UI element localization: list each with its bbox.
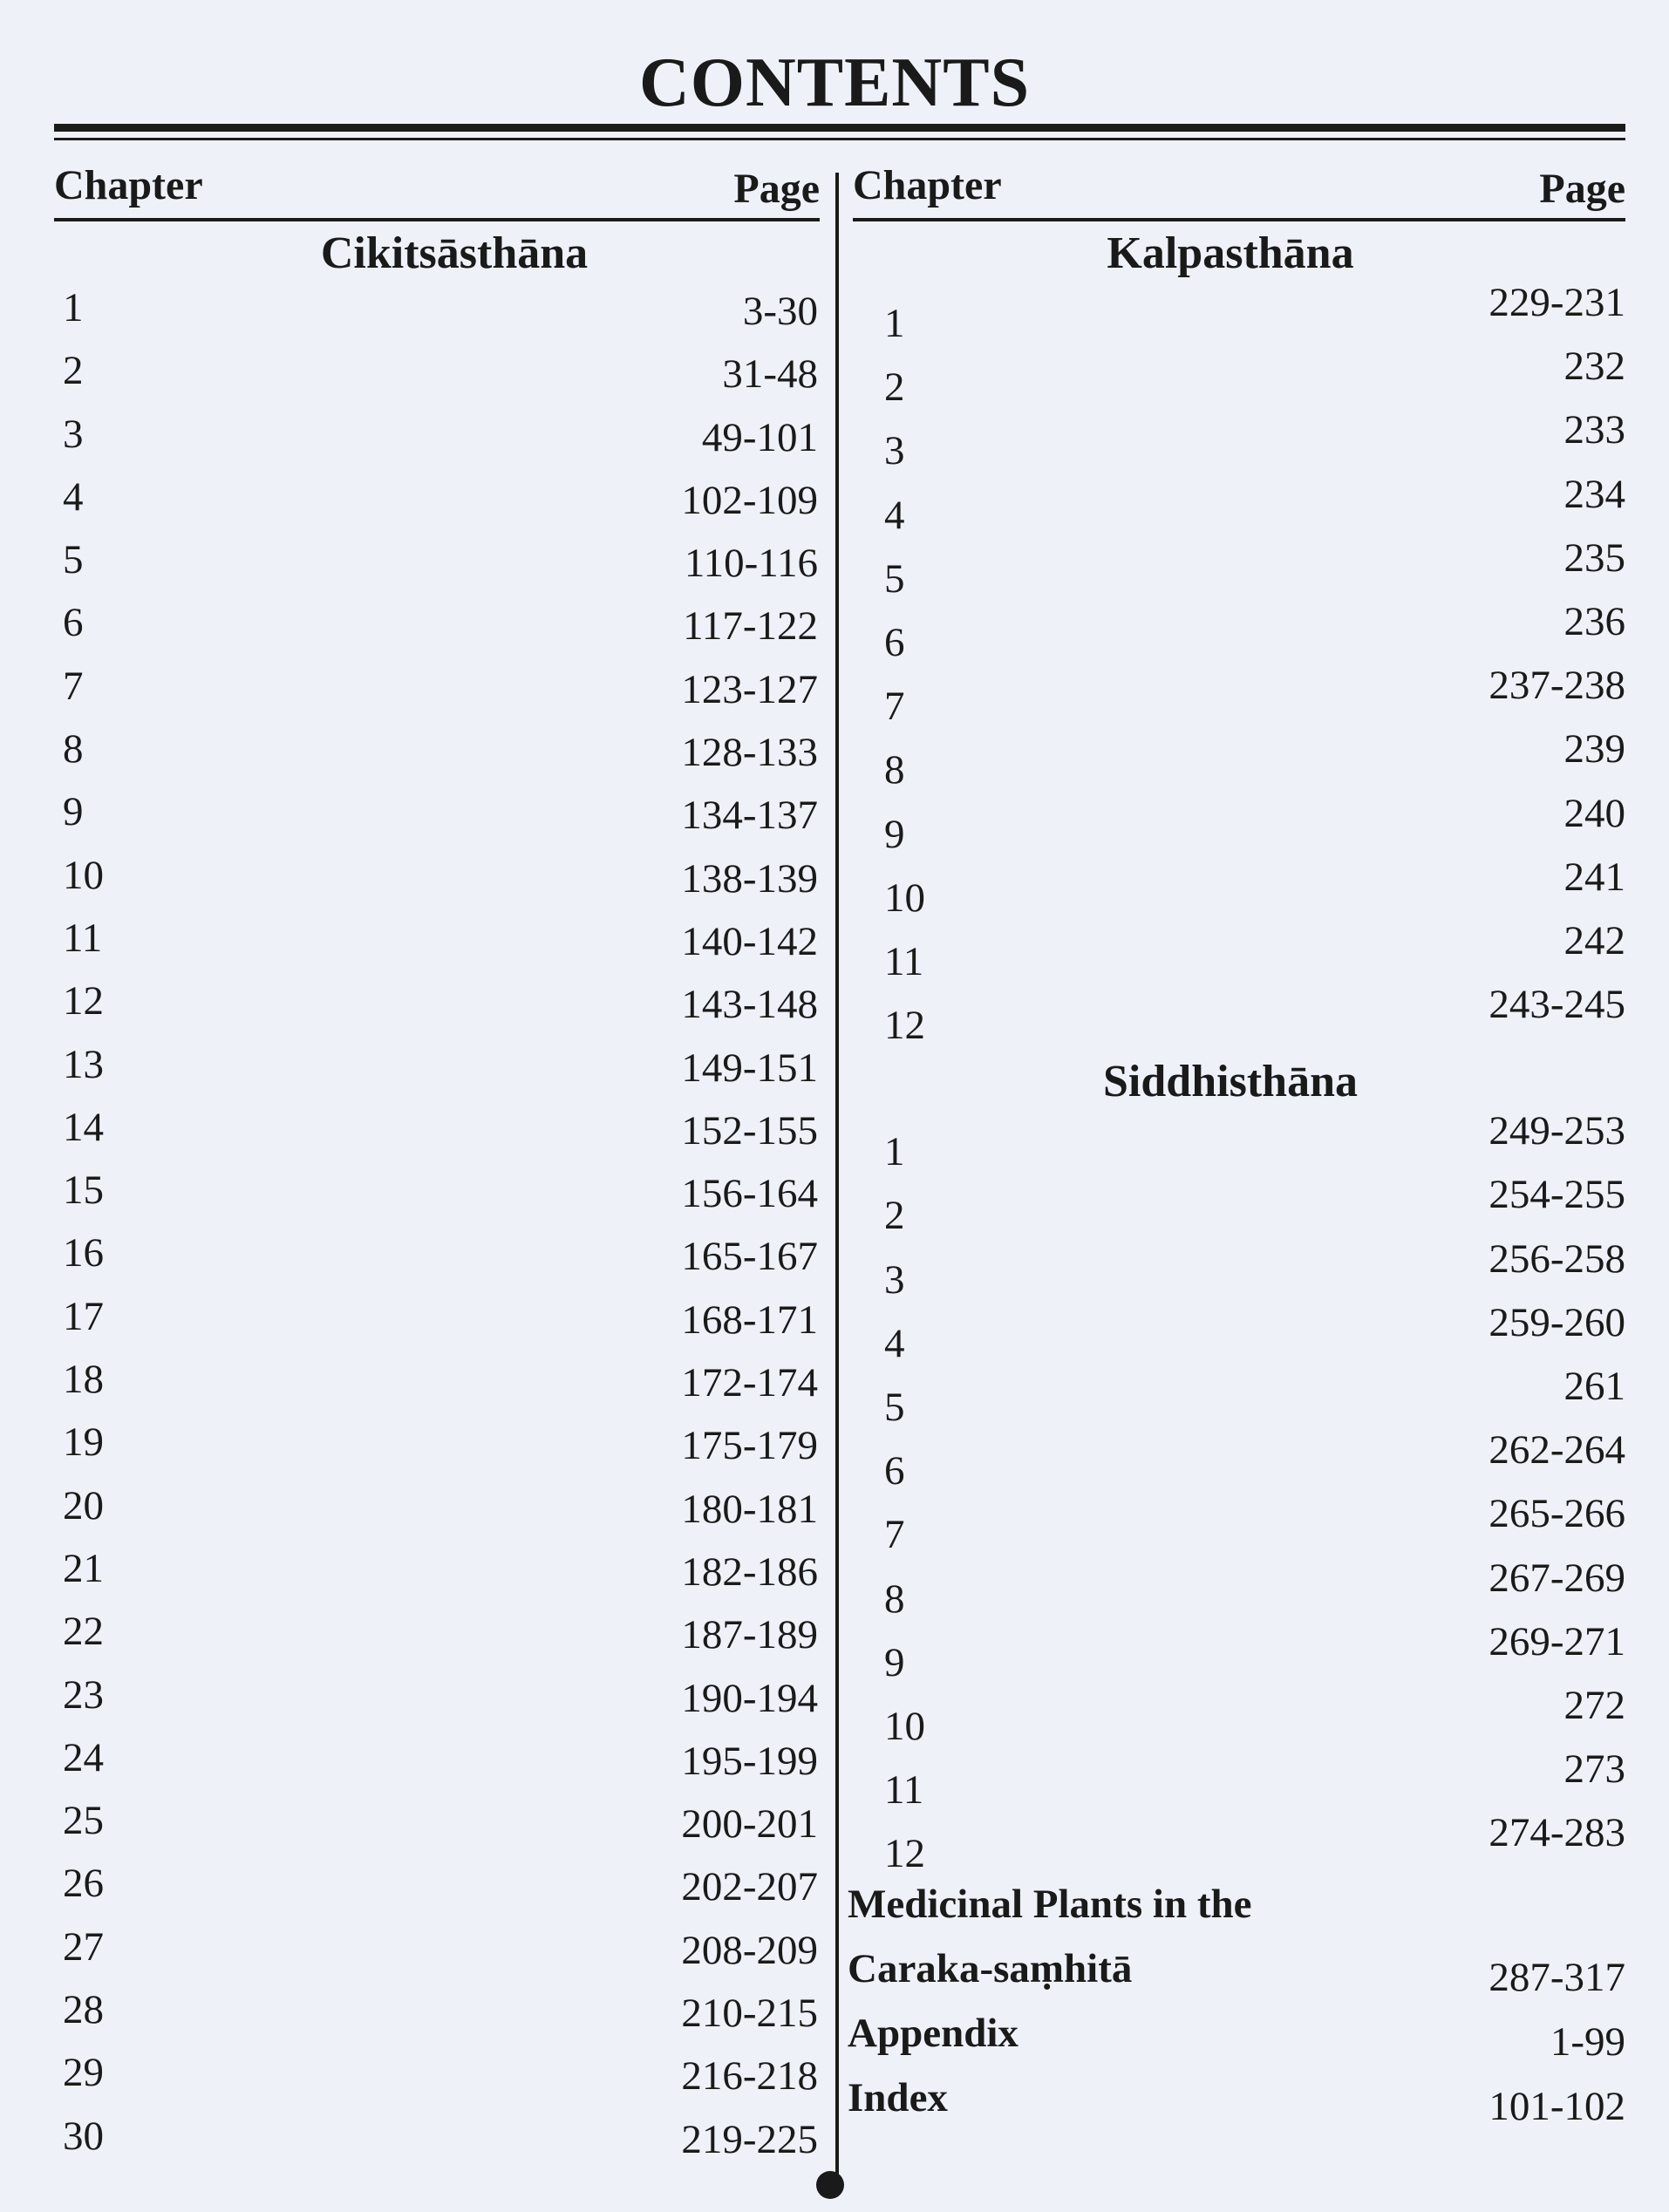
- page-range: 242: [1563, 917, 1625, 963]
- page-range: 273: [1563, 1746, 1625, 1793]
- page-range: 233: [1563, 407, 1625, 453]
- toc-row: [853, 917, 1625, 986]
- toc-row: [853, 1299, 1625, 1368]
- toc-row: [54, 411, 820, 473]
- chapter-number: 6: [63, 600, 84, 646]
- page-range: 241: [1563, 854, 1625, 900]
- chapter-number: 12: [884, 1831, 925, 1877]
- chapter-number: 10: [884, 1703, 925, 1749]
- extra-entry: [848, 2072, 1625, 2137]
- page-range: 134-137: [681, 793, 818, 839]
- entry-label: Appendix: [848, 2010, 1018, 2056]
- chapter-number: 13: [63, 1041, 104, 1087]
- page-header: Page: [1539, 166, 1625, 212]
- left-header: [54, 146, 820, 221]
- toc-row: [54, 915, 820, 977]
- toc-row: [54, 977, 820, 1040]
- toc-row: [853, 1746, 1625, 1814]
- toc-row: [853, 344, 1625, 412]
- toc-row: [54, 1041, 820, 1104]
- toc-row: [54, 284, 820, 347]
- toc-row: [853, 471, 1625, 540]
- page-range: 128-133: [681, 730, 818, 776]
- siddhisthana-list: [853, 1108, 1625, 1878]
- chapter-number: 1: [63, 285, 84, 330]
- toc-row: [853, 1555, 1625, 1623]
- title-rule-thick: [54, 124, 1625, 132]
- toc-row: [54, 1923, 820, 1986]
- page-range: 140-142: [681, 918, 818, 964]
- right-header: [853, 146, 1625, 221]
- page-range: 180-181: [681, 1486, 818, 1532]
- toc-row: [853, 726, 1625, 794]
- chapter-number: 4: [63, 473, 84, 520]
- chapter-number: 6: [884, 619, 905, 665]
- toc-row: [54, 1734, 820, 1797]
- chapter-number: 1: [884, 301, 905, 346]
- chapter-number: 7: [884, 1512, 905, 1558]
- chapter-number: 1: [884, 1129, 905, 1175]
- page-range: 216-218: [681, 2053, 818, 2100]
- chapter-number: 10: [63, 852, 104, 898]
- section-title-cikitsasthana: Cikitsāsthāna: [320, 228, 589, 278]
- chapter-number: 3: [884, 1256, 905, 1303]
- chapter-number: 21: [63, 1545, 104, 1591]
- page-range: 3-30: [742, 289, 818, 334]
- entry-label: Medicinal Plants in the: [848, 1881, 1252, 1927]
- chapter-number: 5: [63, 537, 84, 583]
- toc-row: [853, 1172, 1625, 1240]
- toc-row: [54, 599, 820, 662]
- page-range: 210-215: [681, 1991, 818, 2037]
- toc-row: [54, 1419, 820, 1481]
- chapter-number: 16: [63, 1230, 104, 1276]
- extra-entry: [848, 2008, 1625, 2072]
- toc-row: [54, 1545, 820, 1608]
- page-range: 175-179: [681, 1423, 818, 1469]
- column-divider: [835, 173, 839, 2178]
- page-range: 254-255: [1488, 1172, 1625, 1218]
- page-range: 236: [1563, 598, 1625, 644]
- chapter-number: 26: [63, 1861, 104, 1907]
- toc-row: [853, 534, 1625, 603]
- page-range: 138-139: [681, 855, 818, 902]
- page-range: 237-238: [1488, 663, 1625, 709]
- page-range: 267-269: [1488, 1555, 1625, 1601]
- chapter-number: 18: [63, 1357, 104, 1403]
- page-range: 149-151: [681, 1045, 818, 1091]
- page-range: 195-199: [681, 1738, 818, 1784]
- page-range: 243-245: [1488, 982, 1625, 1028]
- page-range: 232: [1563, 344, 1625, 390]
- page-title: CONTENTS: [638, 44, 1031, 121]
- page-header: Page: [733, 166, 820, 212]
- chapter-number: 29: [63, 2050, 104, 2096]
- toc-row: [853, 1491, 1625, 1559]
- toc-row: [853, 854, 1625, 922]
- chapter-number: 8: [884, 1576, 905, 1622]
- cikitsasthana-list: [54, 284, 820, 2175]
- toc-row: [54, 663, 820, 725]
- chapter-number: 12: [63, 978, 104, 1024]
- extra-entry: [848, 1943, 1625, 2008]
- chapter-number: 15: [63, 1167, 104, 1214]
- toc-row: [853, 1810, 1625, 1878]
- right-column: [848, 146, 1625, 2137]
- toc-row: [54, 852, 820, 915]
- chapter-number: 28: [63, 1987, 104, 2033]
- chapter-number: 11: [884, 938, 924, 984]
- toc-row: [54, 1356, 820, 1419]
- chapter-number: 4: [884, 1320, 905, 1366]
- toc-row: [54, 1608, 820, 1671]
- toc-row: [853, 982, 1625, 1050]
- chapter-number: 4: [884, 492, 905, 538]
- chapter-number: 27: [63, 1923, 104, 1970]
- page-range: 219-225: [681, 2116, 818, 2162]
- page-range: 1-99: [1550, 2018, 1625, 2065]
- chapter-number: 9: [884, 1639, 905, 1685]
- toc-row: [853, 598, 1625, 667]
- page-range: 202-207: [681, 1864, 818, 1910]
- toc-row: [853, 1682, 1625, 1751]
- title-rule-thin: [54, 138, 1625, 140]
- page-range: 110-116: [684, 541, 818, 587]
- page-range: 156-164: [681, 1171, 818, 1217]
- chapter-number: 20: [63, 1482, 104, 1528]
- page-range: 239: [1563, 726, 1625, 772]
- entry-label: Caraka-saṃhitā: [848, 1945, 1133, 1991]
- page-range: 262-264: [1488, 1427, 1625, 1474]
- toc-row: [54, 1167, 820, 1229]
- page-range: 272: [1563, 1682, 1625, 1728]
- toc-row: [54, 788, 820, 851]
- page-range: 274-283: [1488, 1810, 1625, 1856]
- chapter-number: 2: [63, 348, 84, 394]
- page-range: 123-127: [681, 666, 818, 712]
- toc-row: [853, 407, 1625, 475]
- toc-row: [853, 1235, 1625, 1304]
- toc-row: [54, 1229, 820, 1292]
- page-range: 256-258: [1488, 1235, 1625, 1282]
- page-range: 200-201: [681, 1801, 818, 1848]
- chapter-number: 12: [884, 1003, 925, 1049]
- toc-row: [54, 725, 820, 788]
- chapter-number: 24: [63, 1734, 104, 1780]
- page-range: 165-167: [681, 1234, 818, 1280]
- page-range: 287-317: [1488, 1954, 1625, 2000]
- toc-row: [853, 1618, 1625, 1687]
- chapter-number: 14: [63, 1104, 104, 1150]
- toc-row: [54, 1671, 820, 1734]
- chapter-number: 3: [884, 428, 905, 474]
- chapter-number: 19: [63, 1419, 104, 1466]
- page-range: 101-102: [1488, 2083, 1625, 2129]
- page-range: 261: [1563, 1364, 1625, 1409]
- page-range: 31-48: [722, 351, 818, 398]
- chapter-number: 10: [884, 875, 925, 921]
- page-range: 234: [1563, 471, 1625, 517]
- page-range: 229-231: [1488, 280, 1625, 325]
- extra-entry: [848, 1879, 1625, 1943]
- chapter-header: Chapter: [853, 162, 1002, 208]
- section-title-siddhisthana: Siddhisthāna: [1103, 1057, 1358, 1107]
- toc-row: [54, 2113, 820, 2175]
- page-range: 190-194: [681, 1675, 818, 1721]
- extra-entries: [848, 1879, 1625, 2137]
- toc-row: [853, 1364, 1625, 1432]
- chapter-number: 23: [63, 1671, 104, 1718]
- page-range: 49-101: [701, 414, 818, 460]
- toc-row: [853, 1427, 1625, 1495]
- chapter-number: 8: [63, 726, 84, 772]
- page-range: 269-271: [1488, 1618, 1625, 1664]
- page-range: 259-260: [1488, 1299, 1625, 1345]
- chapter-number: 11: [63, 915, 103, 961]
- page-range: 143-148: [681, 982, 818, 1028]
- toc-row: [54, 1104, 820, 1167]
- page-range: 152-155: [681, 1107, 818, 1154]
- toc-row: [853, 1108, 1625, 1176]
- toc-row: [54, 1860, 820, 1923]
- toc-row: [54, 473, 820, 536]
- chapter-number: 9: [63, 789, 84, 835]
- chapter-number: 7: [63, 663, 84, 709]
- chapter-number: 9: [884, 811, 905, 857]
- toc-row: [54, 1482, 820, 1545]
- toc-row: [853, 663, 1625, 731]
- left-column: [54, 146, 820, 2175]
- toc-row: [853, 280, 1625, 348]
- chapter-number: 17: [63, 1293, 104, 1339]
- page-range: 102-109: [681, 477, 818, 523]
- page-range: 208-209: [681, 1927, 818, 1973]
- chapter-number: 3: [63, 411, 84, 457]
- toc-row: [54, 347, 820, 410]
- page-range: 235: [1563, 534, 1625, 581]
- chapter-header: Chapter: [54, 162, 203, 208]
- toc-row: [54, 1293, 820, 1356]
- chapter-number: 22: [63, 1609, 104, 1655]
- chapter-number: 5: [884, 555, 905, 602]
- page-range: 265-266: [1488, 1491, 1625, 1537]
- toc-row: [54, 536, 820, 599]
- page-range: 117-122: [683, 603, 818, 650]
- toc-row: [54, 1986, 820, 2049]
- chapter-number: 2: [884, 1193, 905, 1239]
- kalpasthana-list: [853, 280, 1625, 1050]
- chapter-number: 7: [884, 684, 905, 730]
- chapter-number: 5: [884, 1385, 905, 1430]
- page-range: 240: [1563, 790, 1625, 836]
- chapter-number: 11: [884, 1767, 924, 1814]
- page-range: 249-253: [1488, 1108, 1625, 1154]
- chapter-number: 2: [884, 364, 905, 411]
- chapter-number: 8: [884, 747, 905, 793]
- divider-dot: [816, 2171, 844, 2199]
- chapter-number: 30: [63, 2113, 104, 2159]
- toc-row: [54, 2049, 820, 2112]
- page-range: 187-189: [681, 1612, 818, 1658]
- toc-row: [853, 790, 1625, 859]
- chapter-number: 6: [884, 1448, 905, 1494]
- page-range: 168-171: [681, 1297, 818, 1343]
- entry-label: Index: [848, 2074, 948, 2120]
- chapter-number: 25: [63, 1798, 104, 1844]
- page-range: 172-174: [681, 1360, 818, 1406]
- section-title-kalpasthana: Kalpasthāna: [1107, 228, 1354, 278]
- page-range: 182-186: [681, 1548, 818, 1595]
- toc-row: [54, 1797, 820, 1860]
